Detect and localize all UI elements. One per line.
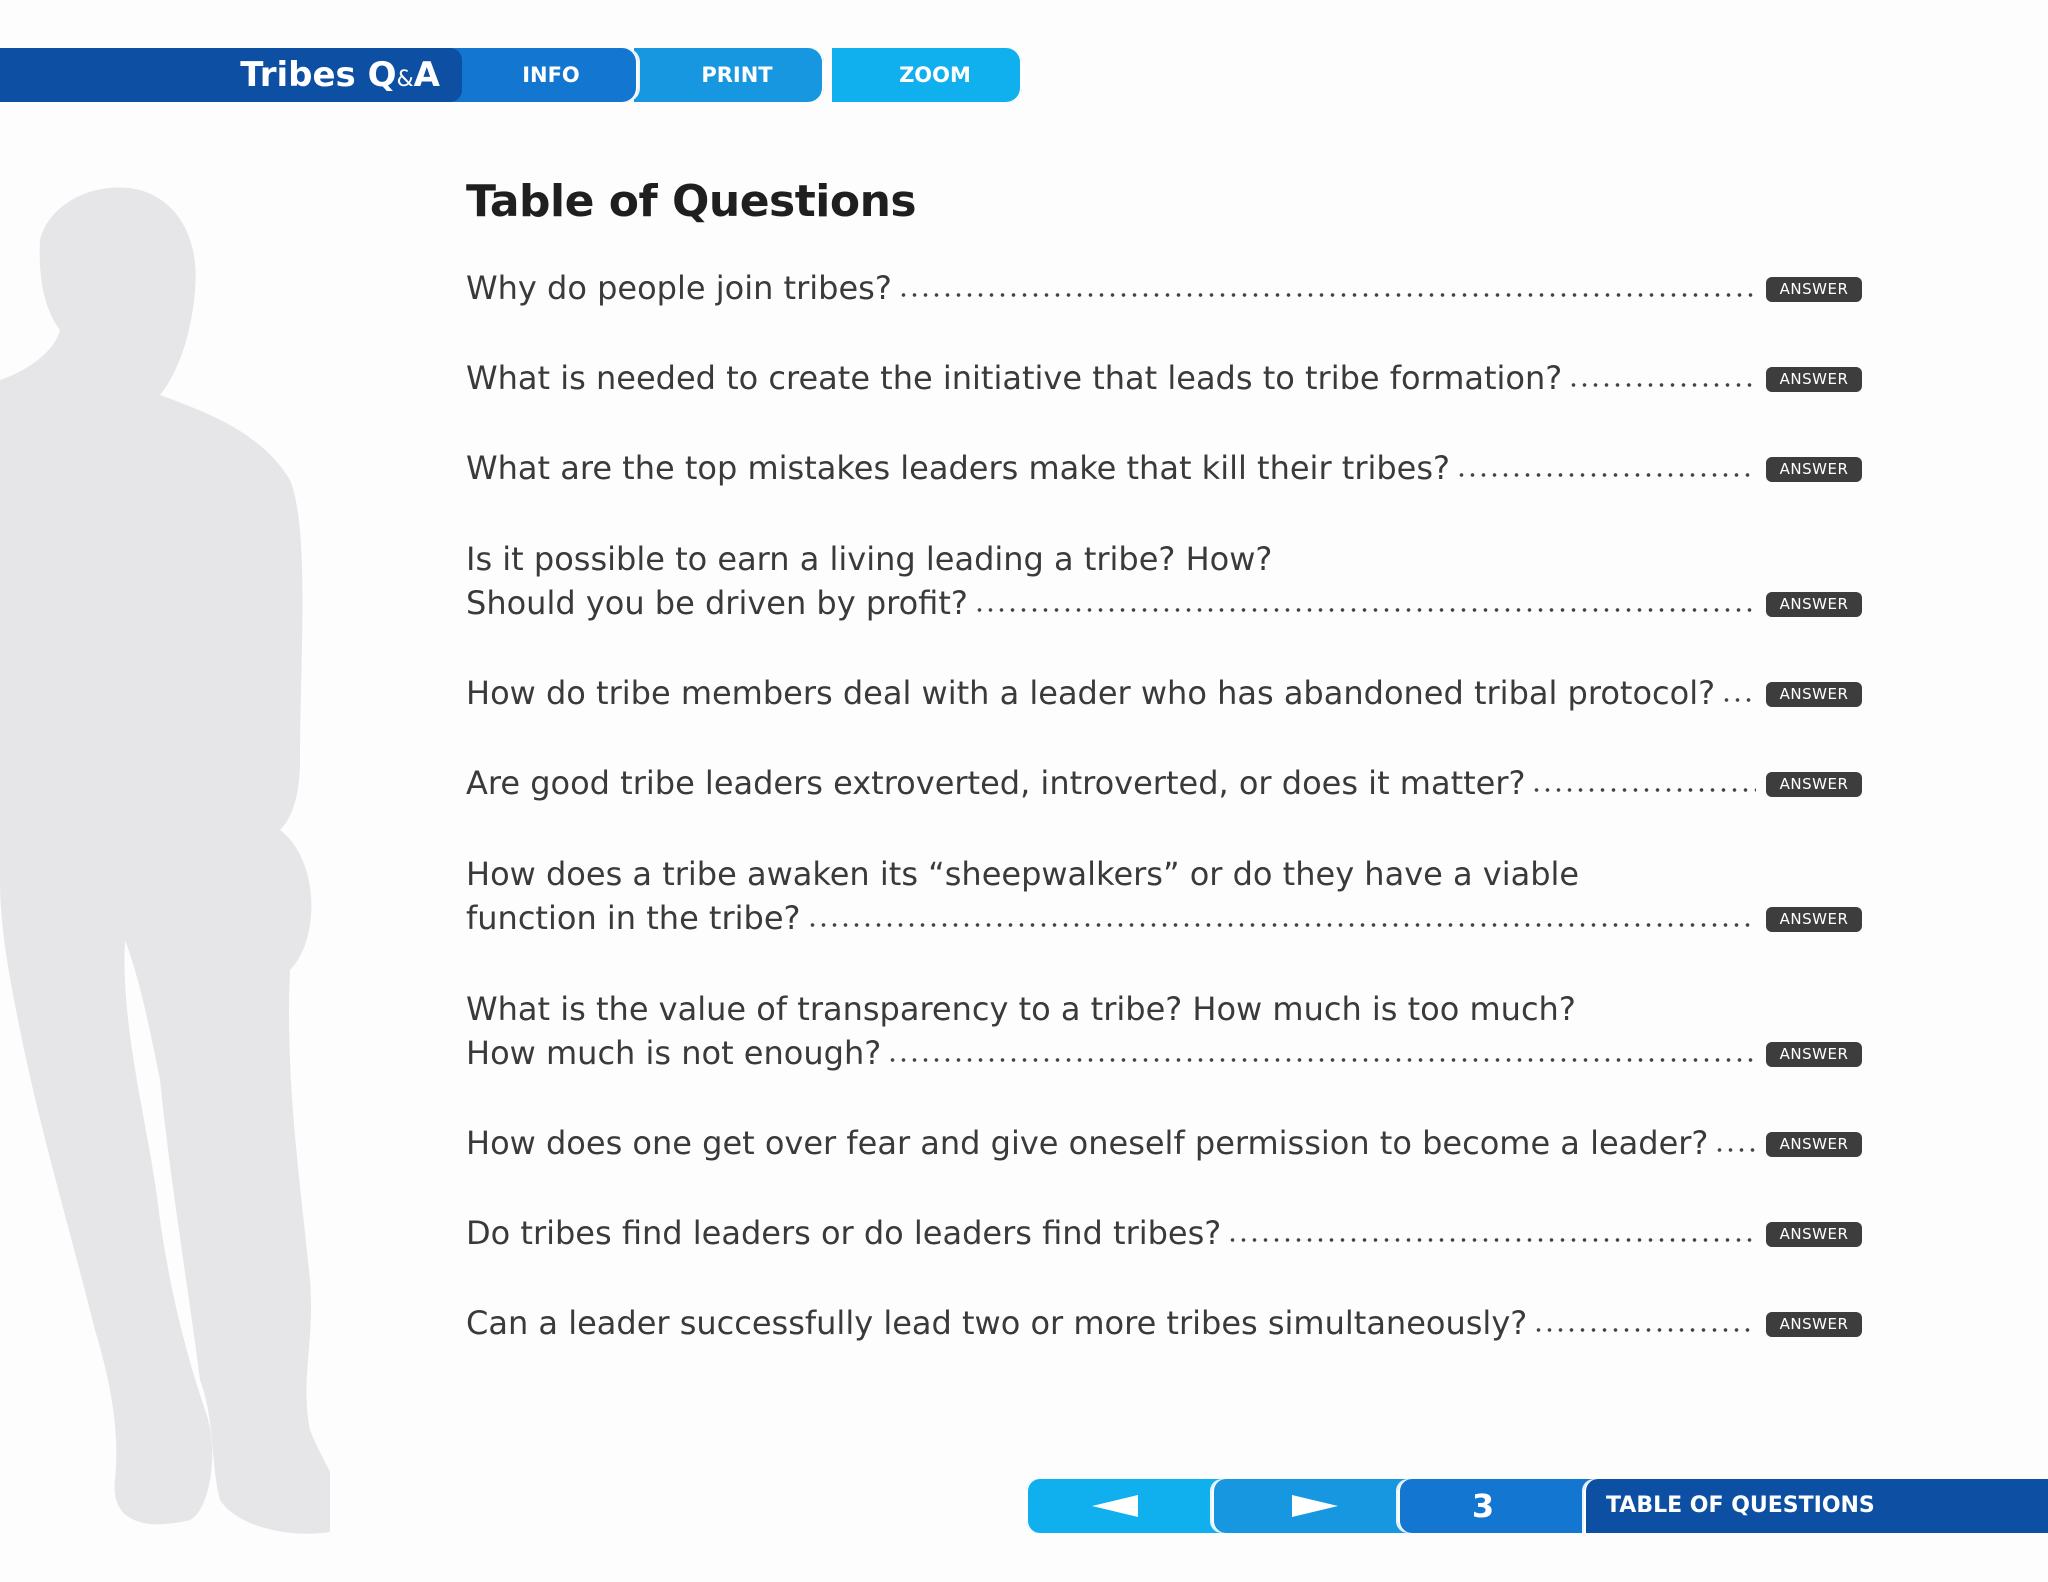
dot-leader: [974, 608, 1756, 612]
answer-button[interactable]: ANSWER: [1766, 1222, 1862, 1247]
question-row: [466, 1205, 1862, 1255]
question-line: Can a leader successfully lead two or more tribes simultaneously?: [466, 1304, 1528, 1342]
next-page-button[interactable]: [1212, 1479, 1412, 1533]
answer-button[interactable]: ANSWER: [1766, 772, 1862, 797]
answer-button[interactable]: ANSWER: [1766, 367, 1862, 392]
dot-leader: [807, 923, 1757, 927]
answer-button[interactable]: ANSWER: [1766, 1042, 1862, 1067]
brand-logo: Tribes Q&A: [0, 48, 462, 102]
answer-button[interactable]: ANSWER: [1766, 1312, 1862, 1337]
question-row: [466, 855, 1862, 940]
question-line: Should you be driven by profit?: [466, 584, 968, 622]
question-row: [466, 1115, 1862, 1165]
question-line: How much is not enough?: [466, 1034, 882, 1072]
print-tab[interactable]: PRINT: [634, 48, 824, 102]
question-line: How do tribe members deal with a leader who has abandoned tribal protocol?: [466, 674, 1716, 712]
answer-button[interactable]: ANSWER: [1766, 457, 1862, 482]
question-text: [466, 671, 1756, 715]
question-row: [466, 665, 1862, 715]
question-text: [466, 1211, 1756, 1255]
dot-leader: [887, 1058, 1756, 1062]
dot-leader: [1456, 473, 1756, 477]
dot-leader: [898, 293, 1756, 297]
info-tab[interactable]: INFO: [448, 48, 638, 102]
dot-leader: [1227, 1238, 1756, 1242]
question-text: [466, 1301, 1756, 1345]
question-row: [466, 990, 1862, 1075]
dot-leader: [1531, 788, 1756, 792]
question-text: [466, 537, 1756, 625]
question-text: [466, 987, 1756, 1075]
question-row: [466, 540, 1862, 625]
arrow-right-icon: [1292, 1495, 1338, 1517]
question-line: Do tribes find leaders or do leaders find tribes?: [466, 1214, 1222, 1252]
dot-leader: [1568, 383, 1756, 387]
previous-page-button[interactable]: [1026, 1479, 1226, 1533]
person-silhouette-icon: [0, 180, 330, 1560]
question-text: [466, 266, 1756, 310]
question-row: [466, 260, 1862, 310]
question-text: [466, 1121, 1756, 1165]
question-line: function in the tribe?: [466, 899, 801, 937]
question-row: [466, 440, 1862, 490]
answer-button[interactable]: ANSWER: [1766, 682, 1862, 707]
dot-leader: [1533, 1328, 1756, 1332]
answer-button[interactable]: ANSWER: [1766, 1132, 1862, 1157]
page-number: 3: [1398, 1479, 1598, 1533]
dot-leader: [1714, 1148, 1756, 1152]
question-line: What is needed to create the initiative that leads to tribe formation?: [466, 359, 1563, 397]
question-row: [466, 755, 1862, 805]
top-navigation: [0, 48, 1022, 102]
answer-button[interactable]: ANSWER: [1766, 277, 1862, 302]
question-line: How does a tribe awaken its “sheepwalkers” or do they have a viable: [466, 855, 1580, 893]
question-text: [466, 356, 1756, 400]
question-text: [466, 761, 1756, 805]
answer-button[interactable]: ANSWER: [1766, 907, 1862, 932]
question-text: [466, 852, 1756, 940]
question-row: [466, 350, 1862, 400]
question-line: Is it possible to earn a living leading a tribe? How?: [466, 540, 1273, 578]
bottom-navigation: [1026, 1479, 2048, 1533]
question-line: Why do people join tribes?: [466, 269, 892, 307]
question-line: Are good tribe leaders extroverted, introverted, or does it matter?: [466, 764, 1526, 802]
section-label: TABLE OF QUESTIONS: [1584, 1479, 2048, 1533]
page-title: Table of Questions: [466, 176, 917, 227]
arrow-left-icon: [1092, 1495, 1138, 1517]
question-text: [466, 446, 1756, 490]
zoom-tab[interactable]: ZOOM: [832, 48, 1022, 102]
answer-button[interactable]: ANSWER: [1766, 592, 1862, 617]
question-line: How does one get over fear and give oneself permission to become a leader?: [466, 1124, 1709, 1162]
question-line: What is the value of transparency to a tribe? How much is too much?: [466, 990, 1576, 1028]
question-line: What are the top mistakes leaders make that kill their tribes?: [466, 449, 1451, 487]
dot-leader: [1721, 698, 1756, 702]
question-row: [466, 1295, 1862, 1345]
